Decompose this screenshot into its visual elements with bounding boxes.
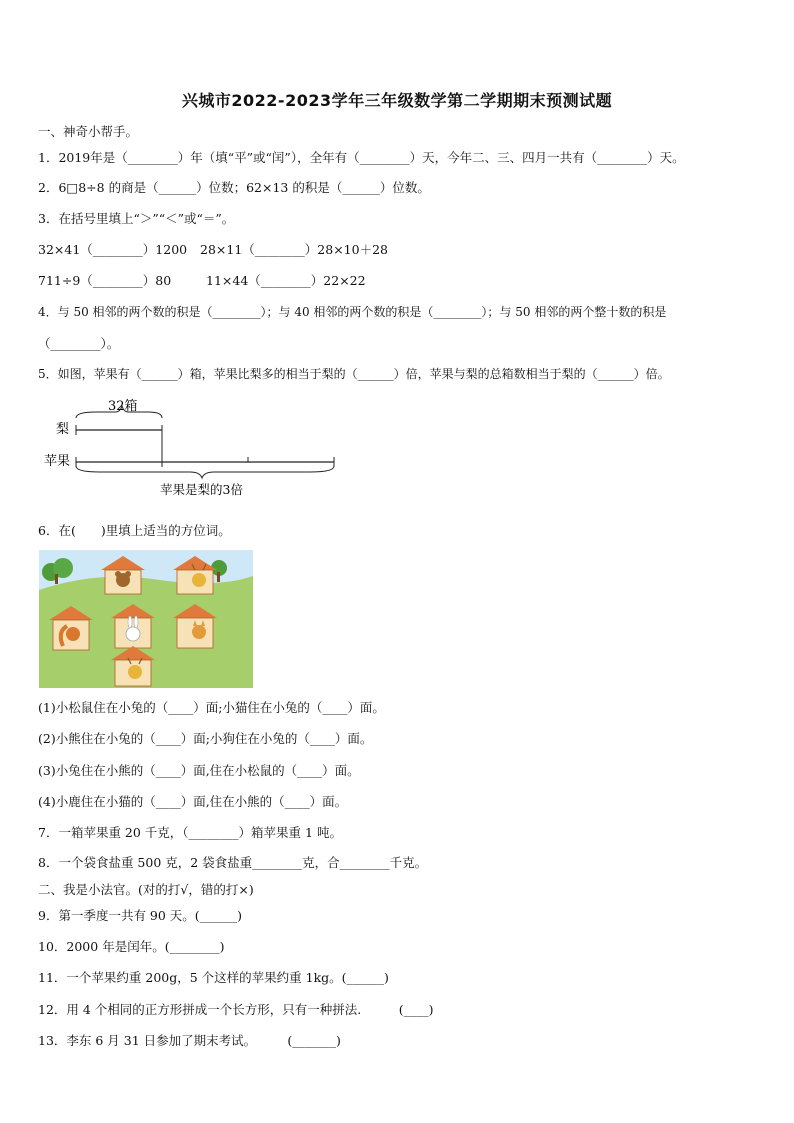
- question-12: 12．用 4 个相同的正方形拼成一个长方形，只有一种拼法. (____): [38, 1002, 434, 1017]
- question-9: 9．第一季度一共有 90 天。(______): [38, 908, 243, 923]
- question-10: 10．2000 年是闰年。(________): [38, 939, 225, 954]
- apple-label: 苹果: [44, 454, 71, 469]
- question-7: 7．一箱苹果重 20 千克，（________）箱苹果重 1 吨。: [38, 825, 342, 840]
- question-6-part-3: (3)小兔住在小熊的（____）面,住在小松鼠的（____）面。: [38, 763, 360, 778]
- question-2: 2．6□8÷8 的商是（______）位数；62×13 的积是（______）位数。: [38, 180, 430, 195]
- question-6-part-1: (1)小松鼠住在小兔的（____）面;小猫住在小兔的（____）面。: [38, 700, 385, 715]
- question-1: 1．2019年是（________）年（填“平”或“闰”），全年有（________）天，今年二、三、四月一共有（________）天。: [38, 150, 685, 165]
- question-13: 13．李东 6 月 31 日参加了期末考试。 (_______): [38, 1033, 341, 1048]
- question-3-row1-b: 28×11（________）28×10＋28: [200, 242, 388, 257]
- question-4-line-1: 4．与 50 相邻的两个数的积是（________）；与 40 相邻的两个数的积是（________）；与 50 相邻的两个整十数的积是: [38, 305, 667, 319]
- bottom-brace: [76, 466, 334, 478]
- question-6-part-4: (4)小鹿住在小猫的（____）面,住在小熊的（____）面。: [38, 794, 348, 809]
- pear-label: 梨: [56, 422, 70, 437]
- diagram-bottom-label: 苹果是梨的3倍: [160, 482, 243, 497]
- segment-diagram: [40, 392, 340, 500]
- diagram-top-label: 32箱: [108, 399, 138, 414]
- page-title: 兴城市2022-2023学年三年级数学第二学期期末预测试题: [181, 91, 613, 110]
- animal-houses-picture: [39, 550, 253, 688]
- question-6: 6．在( )里填上适当的方位词。: [38, 523, 231, 538]
- question-4-line-2: （________）。: [38, 336, 120, 351]
- question-3-row2-a: 711÷9（________）80: [38, 273, 172, 288]
- section-1-heading: 一、神奇小帮手。: [38, 124, 139, 139]
- section-2-heading: 二、我是小法官。(对的打√，错的打×): [38, 882, 254, 897]
- question-6-part-2: (2)小熊住在小兔的（____）面;小狗住在小兔的（____）面。: [38, 731, 373, 746]
- question-3: 3．在括号里填上“＞”“＜”或“＝”。: [38, 211, 235, 226]
- question-3-row2-b: 11×44（________）22×22: [206, 273, 366, 288]
- question-8: 8．一个袋食盐重 500 克，2 袋食盐重________克，合________千克。: [38, 855, 428, 870]
- question-11: 11．一个苹果约重 200g，5 个这样的苹果约重 1kg。(______): [38, 970, 389, 985]
- question-3-row1-a: 32×41（________）1200: [38, 242, 188, 257]
- question-5: 5．如图，苹果有（______）箱，苹果比梨多的相当于梨的（______）倍，苹果与梨的总箱数相当于梨的（______）倍。: [38, 367, 670, 381]
